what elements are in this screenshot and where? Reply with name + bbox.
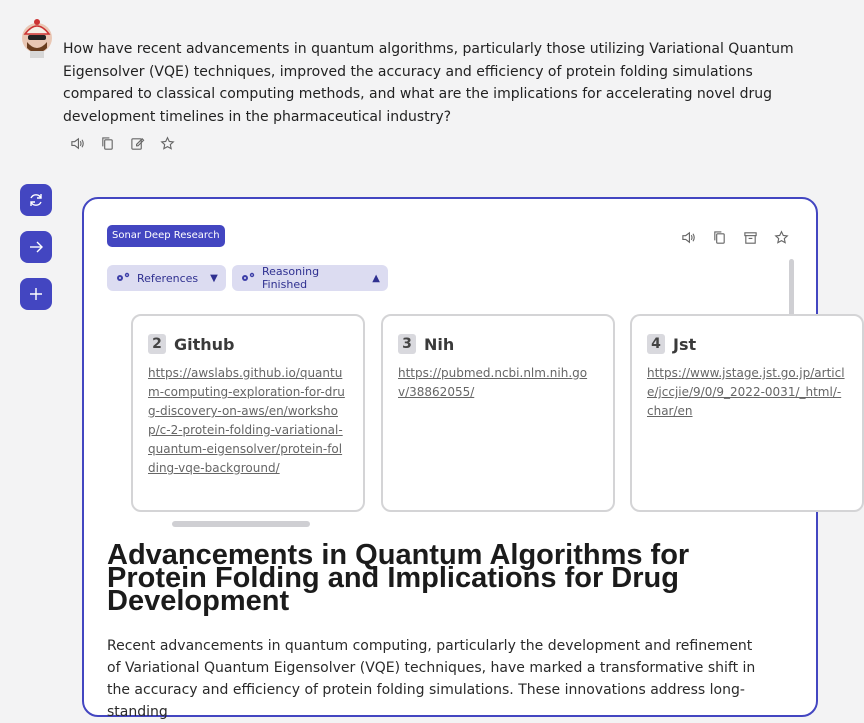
star-icon[interactable] — [772, 228, 790, 246]
new-chat-button[interactable] — [20, 278, 52, 310]
refresh-button[interactable] — [20, 184, 52, 216]
reference-link[interactable]: https://awslabs.github.io/quantum-computing-exploration-for-drug-discovery-on-aws/en/workshop/c-2-protein-folding-variational-quantum-eigensolver/protein-folding-vqe-background/ — [148, 366, 345, 475]
reference-link[interactable]: https://pubmed.ncbi.nlm.nih.gov/38862055/ — [398, 366, 588, 399]
chevron-up-icon: ▲ — [372, 272, 380, 284]
answer-actions — [679, 228, 790, 246]
reasoning-toggle[interactable] — [232, 265, 388, 291]
continue-button[interactable] — [20, 231, 52, 263]
edit-icon[interactable] — [128, 134, 146, 152]
answer-body: Recent advancements in quantum computing, particularly the development and refinement of Variational Quantum Eigensolver (VQE) techniques, have marked a transformative shift in the accuracy and efficiency of protein folding simulations. These innovations address long-standing — [107, 638, 756, 720]
answer-card — [82, 197, 845, 720]
reference-card[interactable] — [630, 314, 864, 512]
speaker-icon[interactable] — [679, 228, 697, 246]
references-carousel — [131, 314, 845, 514]
gears-icon — [115, 271, 131, 286]
gears-icon — [240, 271, 256, 286]
refresh-icon — [28, 192, 44, 208]
references-toggle[interactable] — [107, 265, 226, 291]
reference-number: 3 — [398, 334, 416, 354]
horizontal-scrollbar[interactable] — [172, 521, 310, 527]
reference-source: Jst — [673, 334, 697, 354]
reference-card[interactable] — [131, 314, 365, 512]
archive-icon[interactable] — [741, 228, 759, 246]
reference-source: Nih — [424, 334, 455, 354]
reference-card[interactable] — [381, 314, 615, 512]
copy-icon[interactable] — [710, 228, 728, 246]
reference-number: 2 — [148, 334, 166, 354]
question-actions — [68, 134, 176, 152]
reference-number: 4 — [647, 334, 665, 354]
model-badge: Sonar Deep Research — [107, 225, 225, 247]
reference-source: Github — [174, 334, 235, 354]
reference-link[interactable]: https://www.jstage.jst.go.jp/article/jccjie/9/0/9_2022-0031/_html/-char/en — [647, 366, 845, 418]
plus-icon — [28, 286, 44, 302]
user-question: How have recent advancements in quantum algorithms, particularly those utilizing Variational Quantum Eigensolver (VQE) techniques, improved the accuracy and efficiency of protein folding simulations compared to classical computing methods, and what are the implications for accelerating novel drug development timelines in the pharmaceutical industry? — [63, 41, 794, 125]
answer-heading: Advancements in Quantum Algorithms for Protein Folding and Implications for Drug Development — [107, 539, 690, 617]
reasoning-label: Reasoning Finished — [262, 265, 320, 291]
star-icon[interactable] — [158, 134, 176, 152]
chevron-down-icon: ▼ — [210, 272, 218, 284]
arrow-right-icon — [28, 239, 44, 255]
references-label: References — [137, 271, 199, 285]
speaker-icon[interactable] — [68, 134, 86, 152]
avatar — [20, 18, 54, 58]
copy-icon[interactable] — [98, 134, 116, 152]
